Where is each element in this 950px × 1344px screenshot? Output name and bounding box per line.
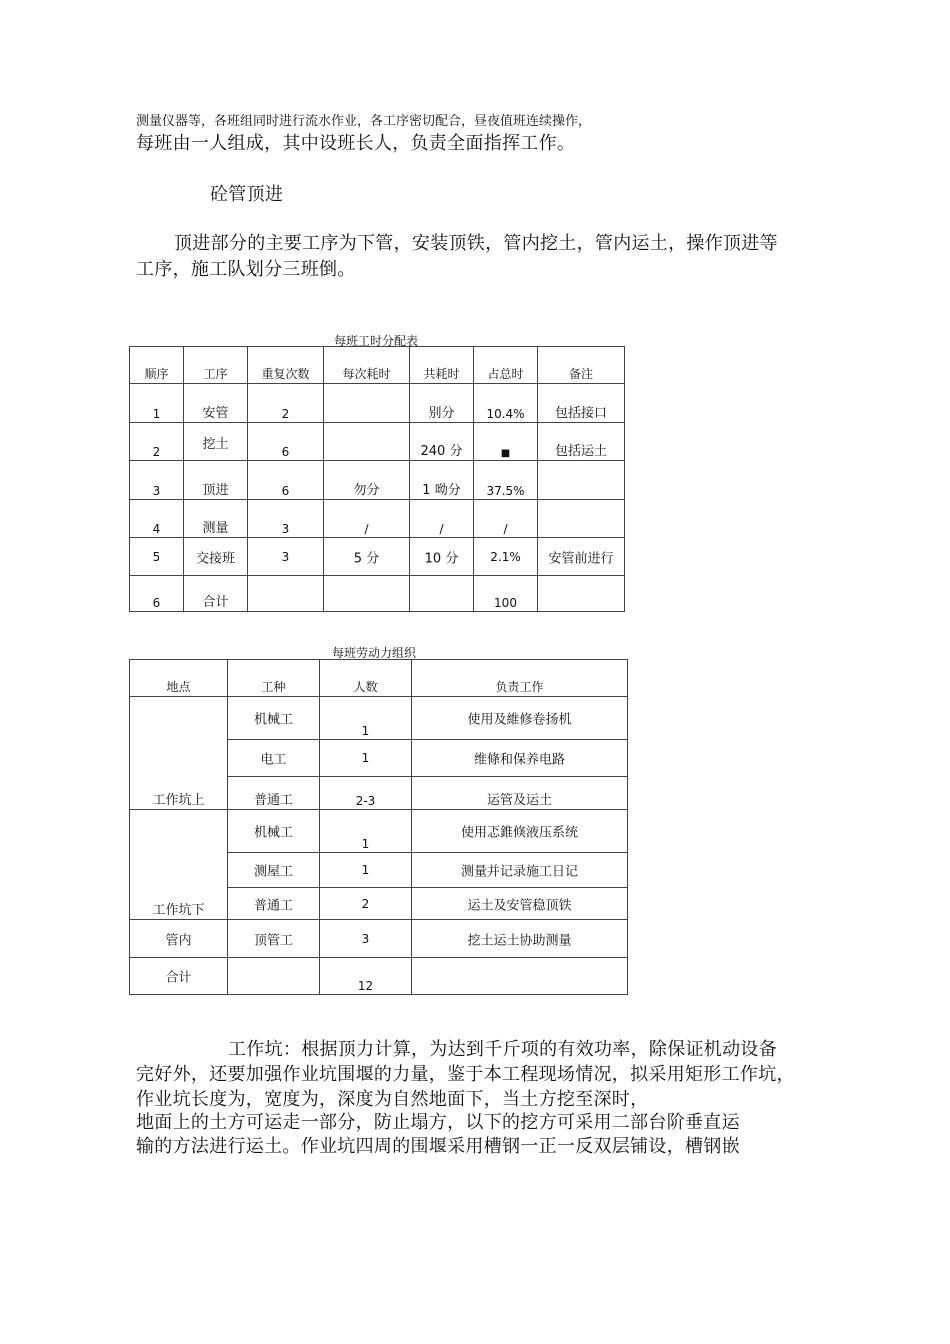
table-row bbox=[130, 958, 628, 995]
table-cell: 1 bbox=[361, 751, 370, 765]
table-cell: 4 bbox=[152, 522, 161, 536]
table-cell: 勿分 bbox=[353, 483, 380, 498]
location-cell: 合计 bbox=[165, 970, 192, 986]
location-cell: 工作坑上 bbox=[152, 793, 205, 808]
table-row bbox=[130, 810, 628, 853]
table-cell: 包括运土 bbox=[554, 444, 607, 459]
table-cell: 安管 bbox=[202, 406, 229, 421]
table-row bbox=[130, 538, 625, 576]
table-cell: 6 bbox=[281, 445, 290, 459]
table-cell: 1 bbox=[361, 837, 370, 851]
header-cell: 负责工作 bbox=[495, 680, 544, 694]
table-cell: 机械工 bbox=[253, 825, 293, 841]
table2-title: 每班劳动力组织 bbox=[332, 646, 417, 660]
table-cell: 普通工 bbox=[253, 898, 293, 913]
table-row bbox=[130, 423, 625, 461]
table-cell: 2-3 bbox=[355, 794, 376, 808]
table-cell: 6 bbox=[281, 484, 290, 498]
section-heading: 砼管顶进 bbox=[210, 184, 284, 205]
table-cell: / bbox=[439, 522, 444, 536]
table-cell: 1 bbox=[361, 863, 370, 877]
table-cell: 使用忑錐倏液压系统 bbox=[460, 825, 578, 841]
table-row bbox=[130, 576, 625, 612]
table1-title: 每班工时分配表 bbox=[334, 334, 419, 348]
table-cell: / bbox=[503, 522, 508, 536]
table-cell: 3 bbox=[281, 549, 290, 564]
header-cell: 每次耗时 bbox=[342, 367, 391, 381]
table-cell: 1 bbox=[361, 724, 370, 738]
table-cell: 37.5% bbox=[486, 484, 525, 498]
table-cell: 3 bbox=[361, 931, 370, 946]
paragraph-line: 工作坑：根据顶力计算，为达到千斤项的有效功率，除保证机动设备 bbox=[228, 1039, 777, 1060]
header-cell: 工种 bbox=[261, 680, 286, 694]
table-cell: 2 bbox=[281, 407, 290, 421]
table-cell: 2 bbox=[152, 445, 161, 459]
table-cell: 普通工 bbox=[253, 793, 293, 808]
table-row bbox=[130, 461, 625, 500]
location-cell: 管内 bbox=[165, 933, 192, 948]
labor-organization-table bbox=[129, 659, 628, 995]
paragraph-line: 顶进部分的主要工序为下管，安装顶铁，管内挖土，管内运土，操作顶进等 bbox=[174, 233, 778, 254]
header-cell: 人数 bbox=[353, 680, 378, 694]
table-row bbox=[130, 500, 625, 538]
header-cell: 占总时 bbox=[487, 367, 524, 381]
header-cell: 地点 bbox=[166, 680, 191, 694]
paragraph-line: 工序，施工队划分三班倒。 bbox=[136, 259, 356, 280]
table-cell: 3 bbox=[281, 522, 290, 536]
table-cell: 机械工 bbox=[253, 712, 293, 728]
table-cell: 包括接口 bbox=[554, 406, 607, 421]
table-cell: 100 bbox=[494, 596, 517, 610]
paragraph-line: 测量仪器等，各班组同时进行流水作业，各工序密切配合，昼夜值班连续操作， bbox=[136, 114, 592, 129]
table-cell: 5 分 bbox=[353, 551, 380, 566]
table-cell: 挖土运土协助测量 bbox=[467, 933, 572, 948]
table-cell: 10 分 bbox=[424, 551, 459, 566]
table-cell: 2 bbox=[361, 896, 370, 911]
table-cell: 安管前进行 bbox=[548, 551, 614, 566]
table-cell: 顶进 bbox=[202, 483, 229, 498]
header-cell: 顺序 bbox=[144, 367, 169, 381]
table-cell: 测屋工 bbox=[253, 864, 293, 880]
table-cell: 1 bbox=[152, 407, 161, 421]
header-cell: 重复次数 bbox=[261, 367, 310, 381]
table-cell: 使用及維修卷扬机 bbox=[467, 712, 572, 728]
table-header-row bbox=[130, 660, 628, 697]
paragraph-line: 每班由一人组成，其中设班长人，负责全面指挥工作。 bbox=[136, 133, 576, 154]
table-row bbox=[130, 920, 628, 958]
table-cell: 3 bbox=[152, 484, 161, 498]
table-cell: / bbox=[364, 522, 369, 536]
table-cell: 运土及安管稳顶铁 bbox=[467, 898, 572, 913]
table-cell: ■ bbox=[500, 448, 511, 459]
table-cell: 挖土 bbox=[202, 437, 229, 452]
table-cell: 运管及运土 bbox=[486, 793, 552, 808]
table-cell: 电工 bbox=[260, 752, 287, 768]
header-cell: 共耗时 bbox=[423, 367, 460, 381]
table-cell: 测量 bbox=[202, 521, 229, 536]
header-cell: 备注 bbox=[568, 367, 593, 381]
paragraph-line: 输的方法进行运土。作业坑四周的围堰采用槽钢一正一反双层铺设，槽钢嵌 bbox=[136, 1136, 740, 1157]
location-cell: 工作坑下 bbox=[152, 903, 205, 918]
table-cell: 别分 bbox=[428, 406, 455, 421]
paragraph-line: 地面上的土方可运走一部分，防止塌方，以下的挖方可采用二部台阶垂直运 bbox=[136, 1112, 740, 1133]
table-cell: 维條和保养电路 bbox=[473, 752, 565, 768]
table-cell: 10.4% bbox=[486, 407, 525, 421]
table-cell: 交接班 bbox=[195, 551, 235, 566]
table-header-row bbox=[130, 347, 625, 384]
table-cell: 合计 bbox=[202, 595, 229, 610]
header-cell: 工序 bbox=[203, 367, 228, 381]
table-cell: 1 呦分 bbox=[422, 483, 461, 498]
table-cell: 顶管工 bbox=[253, 933, 293, 948]
table-cell: 2.1% bbox=[490, 549, 521, 564]
table-cell: 12 bbox=[357, 979, 374, 993]
paragraph-line: 作业坑长度为，宽度为，深度为自然地面下，当土方挖至深时， bbox=[136, 1089, 649, 1110]
work-hours-table bbox=[129, 346, 625, 612]
table-cell: 测量并记录施工日记 bbox=[460, 864, 578, 880]
table-row bbox=[130, 384, 625, 423]
table-row bbox=[130, 697, 628, 740]
table-cell: 5 bbox=[152, 549, 161, 564]
table-cell: 240 分 bbox=[420, 444, 463, 459]
table-cell: 6 bbox=[152, 596, 161, 610]
paragraph-line: 完好外，还要加强作业坑围堰的力量，鉴于本工程现场情况，拟采用矩形工作坑， bbox=[136, 1064, 795, 1085]
